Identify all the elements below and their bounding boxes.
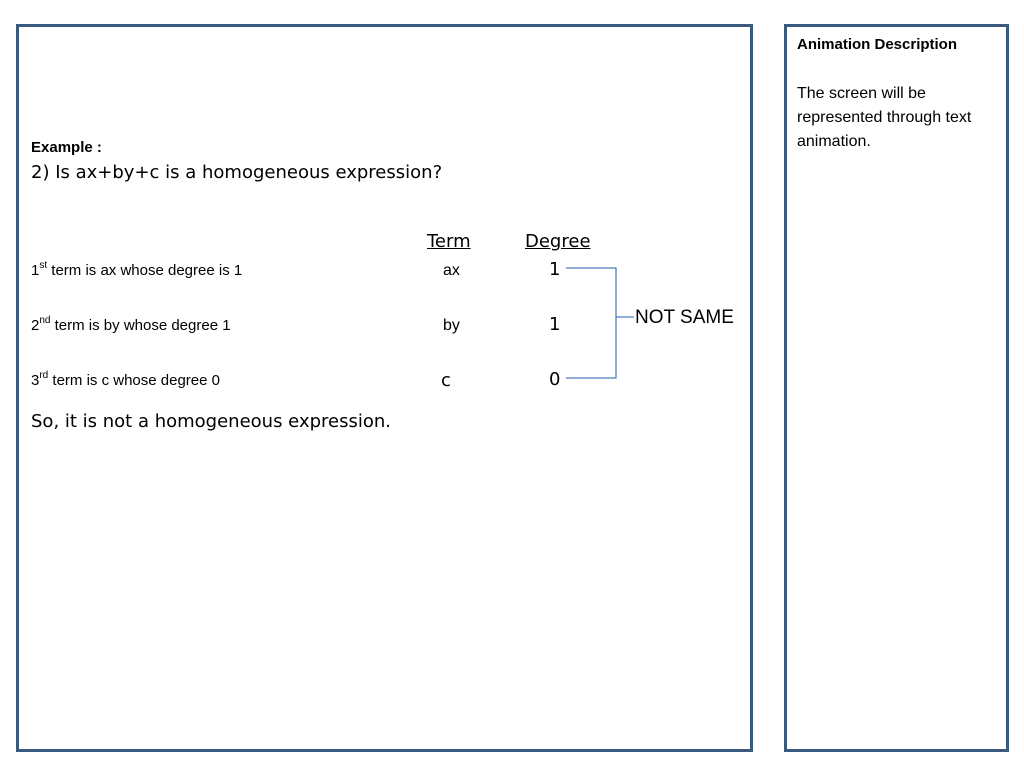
- term-description-row: [31, 262, 242, 278]
- term-description-text: term is by whose degree 1: [50, 317, 231, 334]
- animation-description-title: Animation Description: [797, 36, 958, 53]
- term-description-text: term is c whose degree 0: [48, 372, 220, 389]
- degree-column-header: Degree: [525, 231, 591, 252]
- term-cell: by: [443, 317, 460, 334]
- animation-description-body: The screen will be represented through text animation.: [797, 85, 972, 150]
- ordinal-suffix: st: [39, 260, 48, 271]
- bracket-outline: [566, 268, 616, 378]
- term-description-row: [31, 372, 220, 388]
- ordinal-number: 1: [31, 262, 40, 279]
- degree-cell: 1: [549, 314, 561, 335]
- bracket-connector: [564, 263, 644, 383]
- term-cell: ax: [443, 262, 460, 279]
- term-description-row: [31, 317, 231, 333]
- animation-description-panel: [784, 24, 1009, 752]
- term-description-text: term is ax whose degree is 1: [47, 262, 243, 279]
- question-text: 2) Is ax+by+c is a homogeneous expression?: [31, 162, 443, 183]
- ordinal-suffix: rd: [39, 370, 49, 381]
- not-same-label: NOT SAME: [635, 307, 734, 328]
- term-cell: c: [441, 370, 451, 391]
- ordinal-number: 2: [31, 317, 40, 334]
- example-label: Example :: [31, 139, 102, 156]
- ordinal-suffix: nd: [39, 315, 51, 326]
- conclusion-text: So, it is not a homogeneous expression.: [31, 411, 391, 432]
- degree-cell: 1: [549, 259, 561, 280]
- term-column-header: Term: [427, 231, 471, 252]
- ordinal-number: 3: [31, 372, 40, 389]
- slide-content-panel: [16, 24, 753, 752]
- degree-cell: 0: [549, 369, 561, 390]
